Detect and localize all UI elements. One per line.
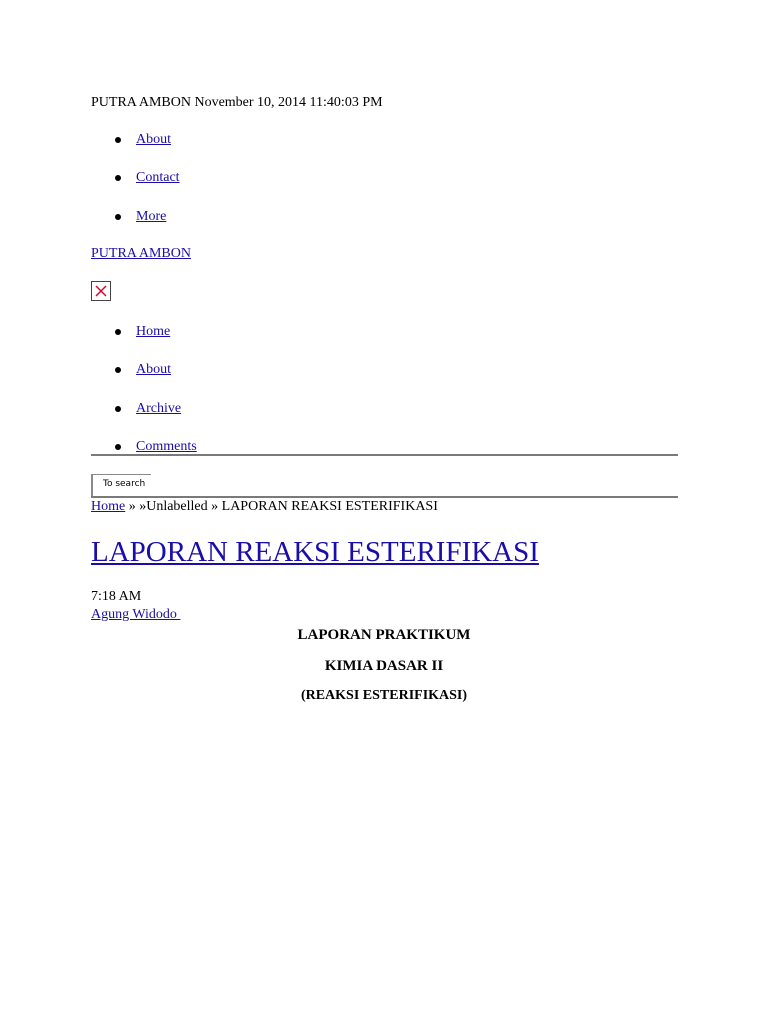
top-nav-item-more [91,208,180,246]
breadcrumb-current: LAPORAN REAKSI ESTERIFIKASI [221,499,438,514]
post-body-subtitle: (REAKSI ESTERIFIKASI) [300,688,468,703]
main-nav-item-archive [91,400,197,438]
main-nav-item-comments [91,438,197,476]
top-nav-link-contact[interactable]: Contact [136,170,180,186]
header-timestamp: November 10, 2014 11:40:03 PM [194,95,383,110]
post-title [91,533,539,571]
breadcrumb-home[interactable]: Home [91,499,126,514]
breadcrumb-category: Unlabelled [146,499,208,514]
blog-title-link[interactable]: PUTRA AMBON [91,246,191,261]
main-nav-item-home [91,323,197,361]
site-header-line [91,94,383,112]
top-nav-link-about[interactable]: About [136,132,171,147]
post-author [91,606,180,624]
search-input[interactable]: To search [91,474,151,496]
blog-title [91,245,191,263]
breadcrumb-separator: » [207,499,222,514]
post-time: 7:18 AM [91,589,142,604]
main-nav-link-archive[interactable]: Archive [136,400,182,416]
post-body-heading: LAPORAN PRAKTIKUM [297,627,471,643]
main-nav-link-about[interactable]: About [136,362,171,378]
top-nav-link-more[interactable]: More [136,208,167,224]
divider-top [91,454,678,456]
breadcrumb-separator: » » [125,499,147,514]
main-nav-link-home[interactable]: Home [136,324,171,339]
post-title-link[interactable]: LAPORAN REAKSI ESTERIFIKASI [91,536,539,568]
main-nav-item-about [91,361,197,399]
top-nav [91,131,180,246]
post-author-link[interactable]: Agung Widodo [91,607,181,622]
close-icon [92,282,110,300]
breadcrumb [91,498,438,516]
site-name: PUTRA AMBON [91,95,191,110]
main-nav-link-comments[interactable]: Comments [136,438,197,454]
close-button[interactable] [91,281,111,301]
top-nav-item-about [91,131,180,169]
post-body-subheading: KIMIA DASAR II [324,658,444,674]
top-nav-item-contact [91,169,180,207]
